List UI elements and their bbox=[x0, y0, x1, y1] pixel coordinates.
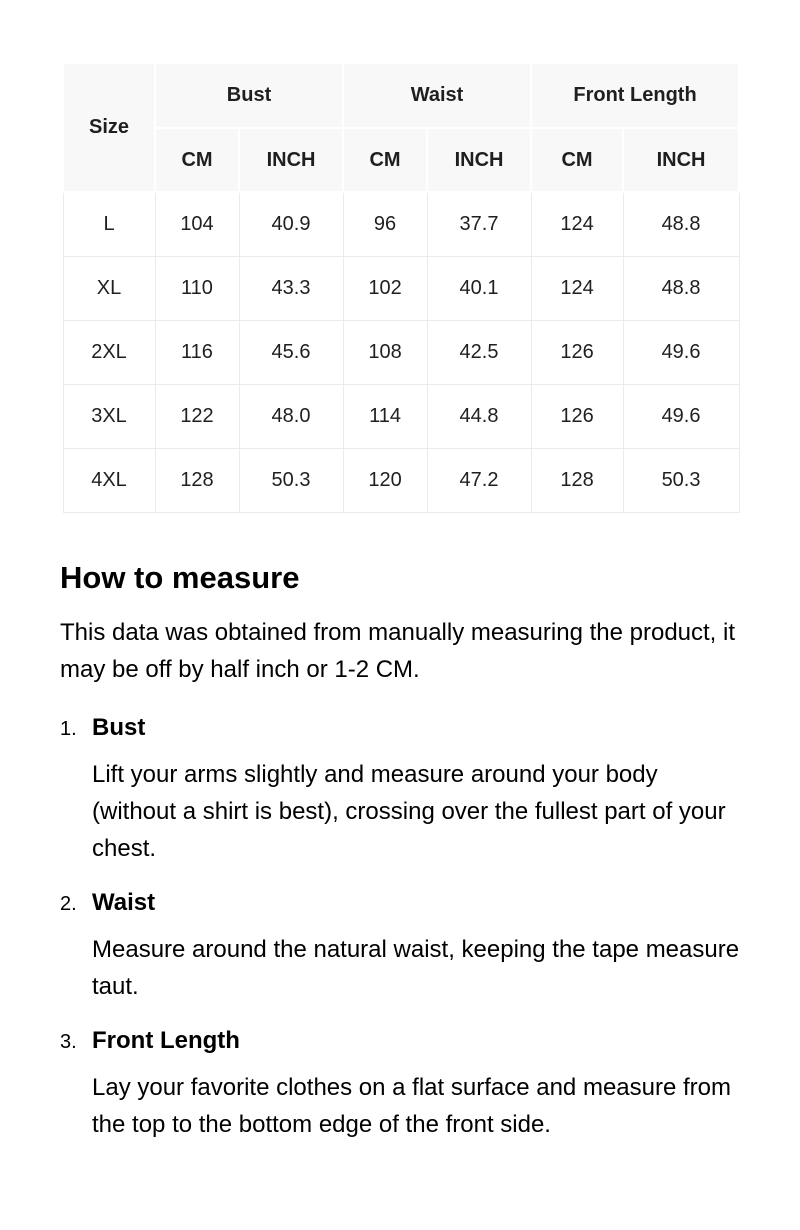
size-label: XL bbox=[63, 256, 155, 320]
measure-intro-text: This data was obtained from manually measuring the product, it may be off by half inch or 1-2 CM. bbox=[60, 618, 736, 683]
unit-header-waist-inch: INCH bbox=[427, 128, 531, 192]
step-description: Lay your favorite clothes on a flat surface and measure from the top to the bottom edge of the front side. bbox=[92, 1073, 731, 1138]
step-description: Measure around the natural waist, keeping the tape measure taut. bbox=[92, 935, 740, 1000]
table-row-xl bbox=[63, 256, 739, 320]
size-label: 3XL bbox=[63, 384, 155, 448]
table-cell: 120 bbox=[343, 448, 427, 512]
table-row-2xl bbox=[63, 320, 739, 384]
step-term: Waist bbox=[92, 888, 156, 916]
column-group-waist: Waist bbox=[343, 63, 531, 128]
table-cell: 42.5 bbox=[427, 320, 531, 384]
table-cell: 126 bbox=[531, 320, 623, 384]
measure-step-front-length bbox=[60, 1027, 740, 1143]
table-cell: 96 bbox=[343, 192, 427, 256]
table-cell: 108 bbox=[343, 320, 427, 384]
table-cell: 104 bbox=[155, 192, 239, 256]
table-cell: 126 bbox=[531, 384, 623, 448]
size-label: 4XL bbox=[63, 448, 155, 512]
table-row-l bbox=[63, 192, 739, 256]
table-cell: 49.6 bbox=[623, 384, 739, 448]
table-cell: 124 bbox=[531, 256, 623, 320]
table-cell: 122 bbox=[155, 384, 239, 448]
step-number: 3. bbox=[60, 1030, 77, 1053]
step-term: Bust bbox=[92, 713, 146, 741]
table-cell: 49.6 bbox=[623, 320, 739, 384]
table-cell: 45.6 bbox=[239, 320, 343, 384]
step-number: 1. bbox=[60, 717, 77, 740]
table-cell: 48.8 bbox=[623, 192, 739, 256]
unit-header-bust-cm: CM bbox=[155, 128, 239, 192]
unit-header-front-length-cm: CM bbox=[531, 128, 623, 192]
table-cell: 40.1 bbox=[427, 256, 531, 320]
unit-header-waist-cm: CM bbox=[343, 128, 427, 192]
table-cell: 124 bbox=[531, 192, 623, 256]
table-cell: 128 bbox=[531, 448, 623, 512]
table-cell: 116 bbox=[155, 320, 239, 384]
step-description: Lift your arms slightly and measure around your body (without a shirt is best), crossing over the fullest part of your chest. bbox=[92, 760, 726, 862]
unit-header-bust-inch: INCH bbox=[239, 128, 343, 192]
column-group-bust: Bust bbox=[155, 63, 343, 128]
size-label: 2XL bbox=[63, 320, 155, 384]
size-chart-section bbox=[0, 0, 800, 513]
table-cell: 48.8 bbox=[623, 256, 739, 320]
table-cell: 128 bbox=[155, 448, 239, 512]
size-label: L bbox=[63, 192, 155, 256]
table-cell: 102 bbox=[343, 256, 427, 320]
table-cell: 50.3 bbox=[239, 448, 343, 512]
table-cell: 43.3 bbox=[239, 256, 343, 320]
table-cell: 44.8 bbox=[427, 384, 531, 448]
table-cell: 40.9 bbox=[239, 192, 343, 256]
column-header-size: Size bbox=[63, 63, 155, 192]
unit-header-front-length-inch: INCH bbox=[623, 128, 739, 192]
column-group-front-length: Front Length bbox=[531, 63, 739, 128]
how-to-measure-title: How to measure bbox=[60, 559, 300, 595]
table-cell: 47.2 bbox=[427, 448, 531, 512]
step-number: 2. bbox=[60, 892, 77, 915]
measure-step-bust bbox=[60, 714, 740, 867]
step-term: Front Length bbox=[92, 1026, 240, 1054]
how-to-measure-section bbox=[0, 513, 800, 1143]
table-cell: 114 bbox=[343, 384, 427, 448]
measure-step-waist bbox=[60, 889, 740, 1005]
table-cell: 110 bbox=[155, 256, 239, 320]
table-cell: 48.0 bbox=[239, 384, 343, 448]
size-chart-table bbox=[62, 62, 740, 513]
table-row-3xl bbox=[63, 384, 739, 448]
table-row-4xl bbox=[63, 448, 739, 512]
table-cell: 37.7 bbox=[427, 192, 531, 256]
table-cell: 50.3 bbox=[623, 448, 739, 512]
